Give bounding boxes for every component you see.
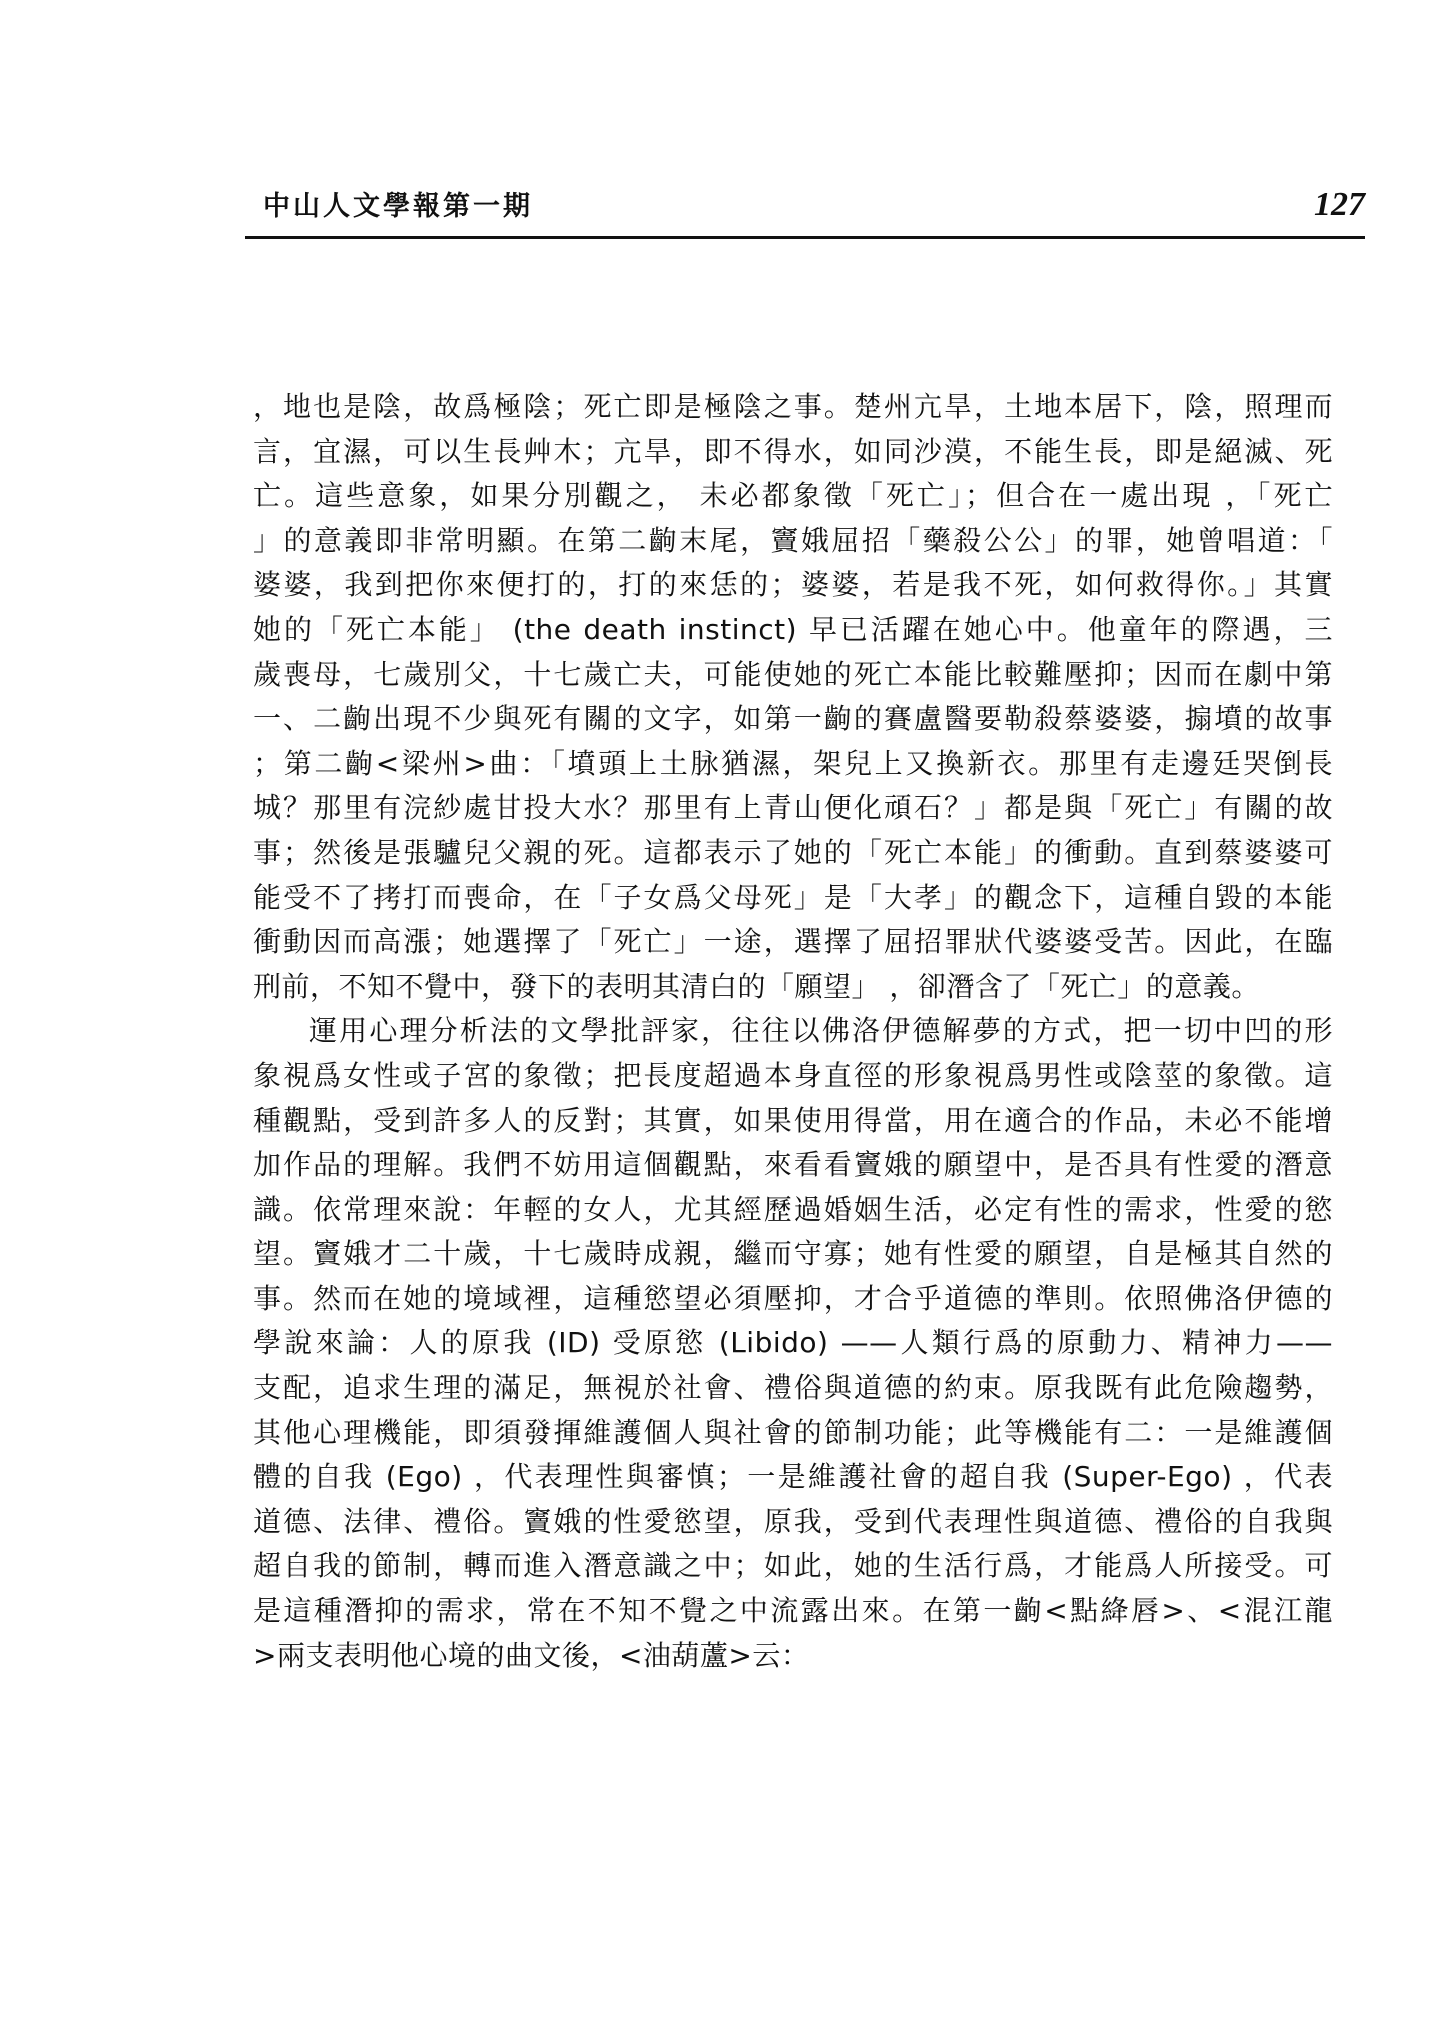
text-line: 道德、法律、禮俗。竇娥的性愛慾望，原我，受到代表理性與道德、禮俗的自我與 bbox=[253, 1504, 1333, 1538]
text-line: 她的「死亡本能」 (the death instinct) 早已活躍在她心中。他童年的際遇，三 bbox=[253, 612, 1333, 646]
body-text bbox=[253, 385, 1333, 1678]
text-line: 運用心理分析法的文學批評家，往往以佛洛伊德解夢的方式，把一切中凹的形 bbox=[309, 1014, 1333, 1048]
text-line: 刑前，不知不覺中，發下的表明其清白的「願望」 ，卻潛含了「死亡」的意義。 bbox=[253, 969, 1260, 1003]
text-line: 象視爲女性或子宮的象徵；把長度超過本身直徑的形象視爲男性或陰莖的象徵。這 bbox=[253, 1058, 1333, 1092]
text-line: 亡。這些意象，如果分別觀之， 未必都象徵「死亡」；但合在一處出現 ，「死亡 bbox=[253, 479, 1333, 513]
text-line: 能受不了拷打而喪命，在「子女爲父母死」是「大孝」的觀念下，這種自毀的本能 bbox=[253, 880, 1333, 914]
text-line: 城？那里有浣紗處甘投大水？那里有上青山便化頑石？」都是與「死亡」有關的故 bbox=[253, 791, 1333, 825]
text-line: >兩支表明他心境的曲文後，<油葫蘆>云： bbox=[253, 1638, 810, 1672]
text-line: 體的自我 (Ego) ，代表理性與審慎；一是維護社會的超自我 (Super-Ego) ，代表 bbox=[253, 1460, 1333, 1494]
text-line: 識。依常理來說：年輕的女人，尤其經歷過婚姻生活，必定有性的需求，性愛的慾 bbox=[253, 1192, 1333, 1226]
text-line: ；第二齣<梁州>曲：「墳頭上土脉猶濕，架兒上又換新衣。那里有走邊廷哭倒長 bbox=[253, 746, 1333, 780]
text-line: 種觀點，受到許多人的反對；其實，如果使用得當，用在適合的作品，未必不能增 bbox=[253, 1103, 1333, 1137]
text-line: 望。竇娥才二十歲，十七歲時成親，繼而守寡；她有性愛的願望，自是極其自然的 bbox=[253, 1237, 1333, 1271]
text-line: 歲喪母，七歲別父，十七歲亡夫，可能使她的死亡本能比較難壓抑；因而在劇中第 bbox=[253, 657, 1333, 691]
journal-title: 中山人文學報第一期 bbox=[263, 191, 533, 222]
text-line: 一、二齣出現不少與死有關的文字，如第一齣的賽盧醫要勒殺蔡婆婆，搧墳的故事 bbox=[253, 702, 1333, 736]
text-line: ，地也是陰，故爲極陰；死亡即是極陰之事。楚州亢旱，土地本居下，陰，照理而 bbox=[253, 390, 1333, 423]
text-line: 加作品的理解。我們不妨用這個觀點，來看看竇娥的願望中，是否具有性愛的潛意 bbox=[253, 1148, 1333, 1182]
running-header bbox=[245, 180, 1365, 239]
text-line: 其他心理機能，即須發揮維護個人與社會的節制功能；此等機能有二：一是維護個 bbox=[253, 1415, 1333, 1449]
text-line: 支配，追求生理的滿足，無視於社會、禮俗與道德的約束。原我既有此危險趨勢， bbox=[253, 1371, 1333, 1405]
text-line: 事。然而在她的境域裡，這種慾望必須壓抑，才合乎道德的準則。依照佛洛伊德的 bbox=[253, 1281, 1333, 1315]
text-line: 超自我的節制，轉而進入潛意識之中；如此，她的生活行爲，才能爲人所接受。可 bbox=[253, 1549, 1333, 1583]
text-line: 婆婆，我到把你來便打的，打的來恁的；婆婆，若是我不死，如何救得你。」其實 bbox=[253, 568, 1333, 602]
page-number: 127 bbox=[1314, 186, 1365, 223]
text-line: 」的意義即非常明顯。在第二齣末尾，竇娥屈招「藥殺公公」的罪，她曾唱道：「 bbox=[253, 523, 1333, 557]
text-line: 事；然後是張驢兒父親的死。這都表示了她的「死亡本能」的衝動。直到蔡婆婆可 bbox=[253, 835, 1333, 869]
text-line: 言，宜濕，可以生長艸木；亢旱，即不得水，如同沙漠，不能生長，即是絕滅、死 bbox=[253, 434, 1333, 468]
text-line: 衝動因而高漲；她選擇了「死亡」一途，選擇了屈招罪狀代婆婆受苦。因此，在臨 bbox=[253, 925, 1333, 959]
text-line: 是這種潛抑的需求，常在不知不覺之中流露出來。在第一齣<點絳唇>、<混江龍 bbox=[253, 1594, 1333, 1628]
text-line: 學說來論：人的原我 (ID) 受原慾 (Libido) ——人類行爲的原動力、精神力—— bbox=[253, 1326, 1333, 1360]
